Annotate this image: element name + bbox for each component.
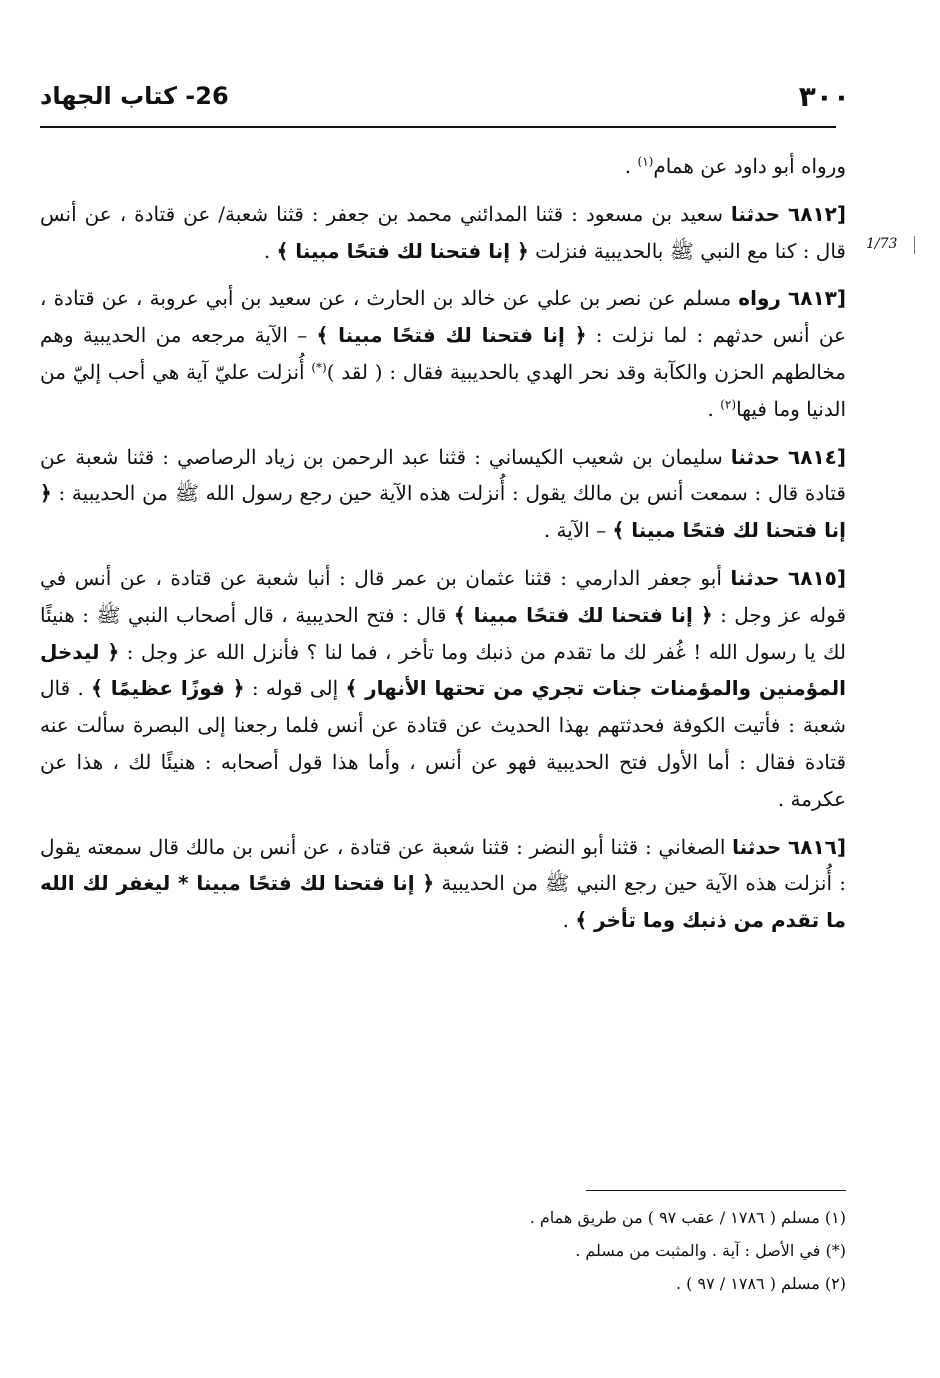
hadith-text: إلى قوله : (244, 676, 346, 701)
hadith-text: – الآية مرجعه من الحديبية وهم مخالطهم الحزن والكآبة وقد نحر الهدي بالحديبية فقال : ( لقد ) (40, 323, 847, 384)
hadith-number: [٦٨١٢ (788, 201, 846, 226)
quran-quote: ﴿ إنا فتحنا لك فتحًا مبينا ﴾ (316, 323, 587, 348)
hadith-text: قال : فتح الحديبية ، قال أصحاب النبي ﷺ : هنيئًا لك يا رسول الله ! غُفر لك ما تقدم من ذنبك وما تأخر ، فما لنا ؟ فأنزل الله عز وجل : (40, 602, 846, 664)
quran-quote: ﴿ إنا فتحنا لك فتحًا مبينا ﴾ (453, 602, 713, 627)
hadith-text: . (562, 908, 576, 933)
quran-quote: ﴿ إنا فتحنا لك فتحًا مبينا ﴾ (276, 238, 529, 263)
intro-line (40, 148, 846, 185)
hadith-text: مسلم عن نصر بن علي عن خالد بن الحارث ، عن سعيد بن أبي عروبة ، عن قتادة ، عن أنس حدثهم : لما نزلت : (40, 286, 846, 348)
footnote-2: (٢) مسلم ( ١٧٨٦ / ٩٧ ) . (676, 1274, 846, 1293)
hadith-lead: حدثنا (730, 444, 780, 469)
hadith-text: أبو جعفر الدارمي : قثنا عثمان بن عمر قال : أنبا شعبة عن قتادة ، عن أنس في قوله عز وجل : (40, 565, 847, 627)
hadith-lead: حدثنا (730, 565, 780, 590)
hadith-lead: حدثنا (730, 201, 781, 226)
hadith-6813 (40, 280, 846, 427)
quran-quote: ﴿ فوزًا عظيمًا ﴾ (91, 676, 245, 701)
quran-quote: ﴿ إنا فتحنا لك فتحًا مبينا * ليغفر لك الله ما تقدم من ذنبك وما تأخر ﴾ (40, 871, 846, 933)
hadith-number: [٦٨١٣ (788, 286, 846, 311)
main-text (40, 148, 846, 950)
hadith-text: أُنزلت عليّ آية هي أحب إليّ من الدنيا وما فيها (40, 359, 846, 421)
footnote-marker: (١) (637, 154, 654, 169)
margin-tick (914, 236, 915, 254)
footnote-marker: (*) (311, 360, 327, 375)
page-number: ٣٠٠ (798, 80, 850, 113)
hadith-text: – الآية . (543, 518, 613, 543)
quran-quote: ﴿ إنا فتحنا لك فتحًا مبينا ﴾ (40, 481, 846, 543)
quran-quote: ﴿ ليدخل المؤمنين والمؤمنات جنات تجري من تحتها الأنهار ﴾ (40, 639, 846, 701)
hadith-text: سعيد بن مسعود : قثنا المدائني محمد بن جعفر : قثنا شعبة/ عن قتادة ، عن أنس قال : كنا مع النبي ﷺ بالحديبية فنزلت (40, 201, 846, 263)
hadith-text: سليمان بن شعيب الكيساني : قثنا عبد الرحمن بن زياد الرصاصي : قثنا شعبة عن قتادة قال : سمعت أنس بن مالك يقول : أُنزلت هذه الآية حين رجع رسول الله ﷺ من الحديبية : (40, 444, 846, 506)
margin-reference: 1/73 (866, 236, 898, 252)
hadith-number: [٦٨١٤ (788, 444, 847, 469)
footnote-1: (١) مسلم ( ١٧٨٦ / عقب ٩٧ ) من طريق همام . (529, 1208, 846, 1227)
footnote-star: (*) في الأصل : آية . والمثبت من مسلم . (575, 1241, 846, 1260)
hadith-number: [٦٨١٥ (788, 565, 847, 590)
hadith-number: [٦٨١٦ (788, 834, 846, 859)
footnote-rule (586, 1190, 846, 1191)
hadith-6812 (40, 196, 846, 270)
hadith-text: . (263, 238, 277, 263)
hadith-6814 (40, 439, 846, 549)
hadith-6816 (40, 829, 846, 939)
hadith-lead: رواه (738, 286, 781, 311)
intro-end: . (624, 154, 638, 178)
hadith-6815 (40, 560, 846, 818)
footnote-marker: (٢) (720, 397, 737, 412)
book-title: 26- كتاب الجهاد (40, 82, 229, 110)
hadith-lead: حدثنا (732, 834, 782, 859)
header-rule (40, 126, 836, 128)
hadith-text: الصغاني : قثنا أبو النضر : قثنا شعبة عن قتادة ، عن أنس بن مالك قال سمعته يقول : أُنزلت هذه الآية حين رجع النبي ﷺ من الحديبية (40, 834, 846, 896)
intro-text: ورواه أبو داود عن همام (653, 154, 846, 178)
hadith-text: . (707, 396, 721, 421)
hadith-text: . قال شعبة : فأتيت الكوفة فحدثتهم بهذا الحديث عن قتادة عن أنس فلما رجعنا إلى البصرة سألت عنه قتادة فقال : أما الأول فتح الحديبية فهو عن أنس ، وأما هذا قول أصحابه : هنيئًا لك ، هذا عن عكرمة . (40, 676, 846, 811)
footnotes (40, 1201, 846, 1300)
